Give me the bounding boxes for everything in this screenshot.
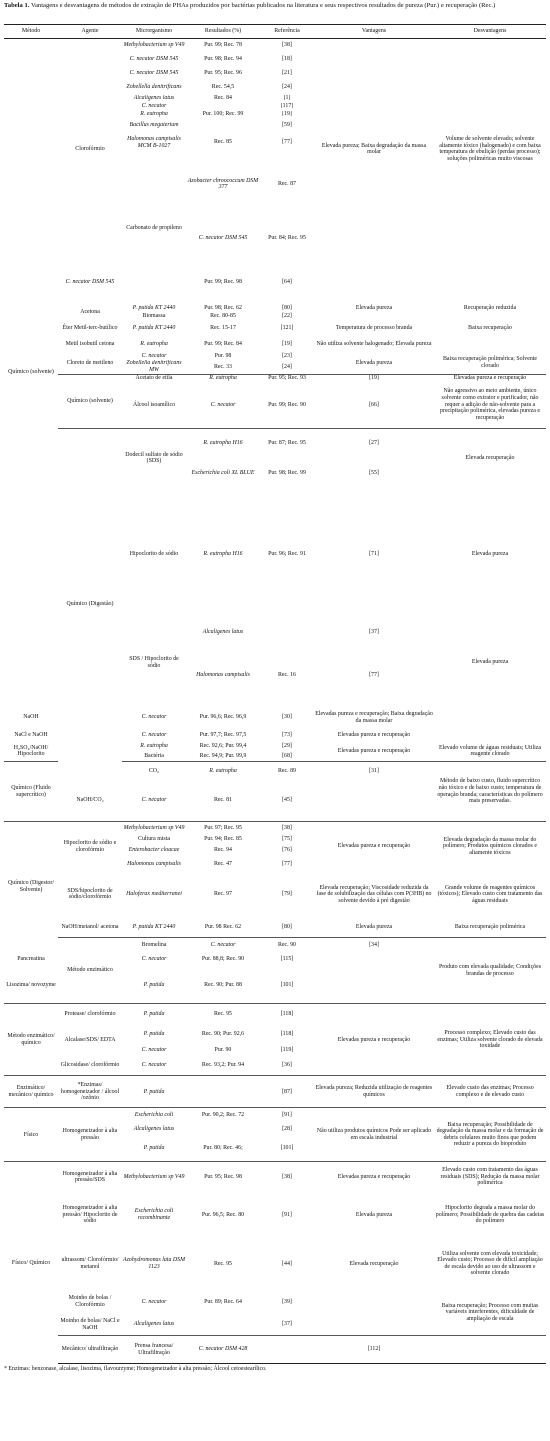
microorganism-cell: Halomonas campisalis [196,672,250,679]
table-row [4,1290,546,1314]
reference-cell: [91] [282,1211,292,1218]
results-cell [186,103,260,111]
agent-cell: *Enzimas/ homogeneizador / álcool /ozônio [58,1076,122,1108]
header-metodo: Método [4,25,58,39]
microorganism-cell: Enterobacter cloacae [128,847,180,854]
reference-cell: [37] [369,629,379,636]
microorganism-cell: Alcaligenes latus [133,1125,175,1132]
reference-cell: [64] [282,278,292,285]
results-cell: Rec. 47 [214,861,232,868]
results-cell: Rec. 95 [186,1004,260,1024]
results-cell: Rec. 80-85 [210,312,236,319]
results-cell: Rec. 54,5 [211,84,235,91]
results-cell: Pur. 100; Rec. 99 [202,111,244,118]
microorganism-cell: Methylobacterium sp V49 [122,821,186,835]
reference-cell: [118] [260,1004,314,1024]
footnote: * Enzimas: benzonase, alcalase, lisozima, flavourzyme; Homogeneizador à alta pressão; Álcool cetoestearílico. [4,1365,267,1372]
results-cell: Pur. 96,6; Rec. 96,9 [199,714,247,721]
advantages-cell: Elevada pureza [355,359,393,366]
agent-cell: Éter Metil-terc-butílico [62,324,118,331]
advantages-cell [434,1336,546,1363]
agent-cell: Lisozima/ novozyme [6,981,56,988]
table-row [4,1238,546,1290]
microorganism-cell: R. eutropha [140,111,168,118]
reference-cell: [38] [260,1162,314,1192]
results-cell: Pur. 98 [214,352,232,359]
header-referencia: Referência [260,25,314,39]
microorganism-cell: Zobellella denitrificans [126,84,182,91]
agent-cell: Protease/ clorofórmio [58,1004,122,1024]
microorganism-cell: Escherichia coli [122,1108,186,1122]
table-row [4,1076,546,1108]
table-row [4,352,546,360]
header-vantagens: Vantagens [314,25,434,39]
table-row [4,1004,546,1024]
reference-cell: [91] [260,1108,314,1122]
results-cell: Rec. 87 [278,180,296,187]
agent-cell: Hipoclorito de sódio [129,550,179,557]
table-row [4,1162,546,1192]
microorganism-cell: Alcaligenes latus [133,1321,175,1328]
reference-cell: [68] [282,753,292,760]
agent-cell: Álcool isoamílico [132,401,176,408]
disadvantages-cell: Baixa recuperação [468,324,512,331]
microorganism-cell: P. putida [143,1030,165,1037]
microorganism-cell: P. putida KT 2440 [132,324,176,331]
table-row [4,374,546,382]
results-cell: Pur. 95; Rec. 96 [204,70,242,77]
microorganism-cell: Azohydromonas lata DSM 1123 [123,1257,185,1270]
agent-cell: Homogeneizador à alta pressão/SDS [58,1162,122,1192]
reference-cell: [45] [282,796,292,803]
disadvantages-cell: Baixa recuperação polimérica; Solvente clorado [442,356,538,369]
method-cell: Mecânico/ ultrafiltração [58,1336,122,1363]
advantages-cell: Elevadas pureza e recuperação [337,748,411,755]
results-cell: Rec. 90; Pur. 88 [204,981,242,988]
agent-cell: SDS/hipoclorito de sódio/clorofórmio [67,887,113,901]
microorganism-cell: C. necator [141,1046,167,1053]
advantages-cell: Não utiliza solvente halogenado; Elevada pureza [316,340,432,347]
microorganism-cell: Alcaligenes latus [133,95,175,102]
results-cell [260,620,314,645]
agent-cell: Pancreatina [17,956,45,963]
microorganism-cell: P. putida [143,1145,165,1152]
advantages-cell: Não utiliza produtos químicos Pode ser aplicado em escala industrial [314,1108,434,1162]
microorganism-cell: C. necator [141,1062,167,1069]
reference-cell: [19] [282,340,292,347]
results-cell: Pur. 89; Rec. 64 [204,1298,242,1305]
disadvantages-cell: Recuperação reduzida [463,304,517,311]
results-cell: Rec. 94,9; Pur. 99,9 [199,753,247,760]
table-row [4,917,546,937]
disadvantages-cell: Baixa recuperação; Processo com muitas variáveis interferentes, dificuldade de ampliação de escala [441,1302,539,1322]
agent-cell: Alcalase/SDS/ EDTA [64,1036,116,1043]
reference-cell: [31] [314,762,434,780]
agent-cell: NaOH/metanol/ acetona [61,923,119,930]
microorganism-cell: C. necator DSM 545 [129,56,179,63]
disadvantages-cell [434,706,546,730]
method-cell: Enzimático/ mecânico/ químico [4,1076,58,1108]
reference-cell: [24] [282,363,292,370]
method-cell: Físico/ Químico [4,1162,58,1363]
microorganism-cell: P. putida KT 2440 [132,304,176,311]
disadvantages-cell [434,730,546,742]
advantages-cell: Elevada recuperação [349,1260,399,1267]
disadvantages-cell: Utiliza solvente com elevada toxicidade; Elevado custo; Processo de difícil ampliação de escala devido ao uso de ultrassom e solvente clorado [437,1250,543,1277]
method-cell: Físico [4,1108,58,1162]
results-cell: Rec. 93,2; Pur. 94 [201,1062,245,1069]
microorganism-cell: R. eutropha [140,340,168,347]
method-cell: Método enzimático [58,937,122,1003]
results-cell: Pur. 98 Rec. 62 [204,923,242,930]
results-cell: Rec. 15-17 [210,324,236,331]
header-row [4,25,546,39]
table-row [4,260,546,304]
agent-cell: NaOH/CO₂ [76,796,104,803]
agent-cell: Acetona [80,308,100,315]
results-cell: Rec. 89 [260,762,314,780]
results-cell: Rec. 84 [214,95,232,102]
pha-extraction-table [4,24,546,1364]
results-cell: Pur. 99; Rec. 90 [268,401,306,408]
method-cell: Químico (solvente) [58,374,122,428]
disadvantages-cell: Baixa recuperação polimérica [454,923,526,930]
reference-cell: [117] [280,103,294,110]
reference-cell: [121] [280,324,294,331]
caption-text: Vantagens e desvantagens de métodos de extração de PHAs produzidos por bactérias publicados na literatura e seus respectivos resultados de pureza (Pur.) e recuperação (Rec.) [30,2,496,9]
disadvantages-cell [434,336,546,352]
microorganism-cell: Escherichia coli recombinante [134,1208,174,1221]
reference-cell: [77] [282,861,292,868]
results-cell: Pur. 84; Rec. 95 [268,234,306,241]
reference-cell: [19] [314,374,434,382]
microorganism-cell: Alcaligenes latus [202,629,244,636]
microorganism-cell: R. eutropha H16 [203,550,243,557]
advantages-cell: Temperatura de processo branda [335,324,413,331]
results-cell: Pur. 96,5; Rec. 80 [201,1211,245,1218]
results-cell: Rec. 90; Pur. 92,6 [201,1030,245,1037]
disadvantages-cell [434,312,546,320]
results-cell [186,119,260,133]
results-cell: Pur. 94; Rec. 85 [204,836,242,843]
microorganism-cell: Zobellella denitrificans MW [126,360,182,373]
reference-cell: [77] [282,139,292,146]
reference-cell: [112] [314,1336,434,1363]
results-cell: Pur. 95; Rec. 98 [186,1162,260,1192]
microorganism-cell: C. necator [186,937,260,952]
agent-cell: Moinho de bolas/ NaCl e NaOH [60,1318,120,1331]
results-cell: Rec. 90 [260,937,314,952]
microorganism-cell: Halomonas campisalis MCM B-1027 [127,135,181,149]
results-cell: Rec. 92,6; Pur. 99,4 [199,743,247,750]
agent-cell: CO₂ [122,762,186,780]
microorganism-cell: P. putida [143,981,165,988]
advantages-cell: Elevada pureza; Baixa degradação da massa molar [314,39,434,260]
microorganism-cell: Cultura mista [138,836,170,843]
reference-cell: [27] [314,428,434,458]
microorganism-cell: C. necator [141,1298,167,1305]
agent-cell: Bromelina [122,937,186,952]
reference-cell: [37] [282,1321,292,1328]
reference-cell: [21] [282,70,292,77]
agent-cell: NaCl e NaOH [14,732,48,739]
reference-cell: [71] [369,550,379,557]
table-row [4,39,546,53]
table-row [4,1192,546,1238]
microorganism-cell: Haloferax mediterranei [126,891,182,898]
reference-cell: [101] [280,981,294,988]
reference-cell: [30] [282,714,292,721]
reference-cell: [22] [282,312,292,319]
results-cell: Pur. 99; Rec. 98 [204,278,242,285]
results-cell: Pur. 80; Rec. 46; [203,1145,243,1152]
reference-cell: [34] [314,937,434,952]
reference-cell: [39] [282,1298,292,1305]
microorganism-cell: C. necator [141,714,167,721]
reference-cell: [19] [282,111,292,118]
advantages-cell: Elevadas pureza e recuperação [314,821,434,871]
results-cell: Pur. 98; Rec. 99 [268,469,306,476]
advantages-cell: Elevadas pureza e recuperação; Baixa degradação da massa molar [315,711,433,724]
results-cell: Pur. 98; Rec. 62 [204,304,242,311]
advantages-cell: Elevada pureza [355,923,393,930]
agent-cell: Prensa francesa/ Ultrafiltração [122,1336,186,1363]
advantages-cell: Elevada pureza [355,1211,393,1218]
microorganism-cell: Bacillus megaterium [129,122,179,129]
page [4,0,546,1373]
advantages-cell: Produto com elevada qualidade; Condições brandas de processo [434,937,546,1003]
microorganism-cell: R. eutropha [186,762,260,780]
agent-cell: Metil isobutil cetona [65,340,115,347]
results-cell: Pur. 98; Rec. 94 [204,56,242,63]
reference-cell: [38] [260,39,314,53]
reference-cell: [18] [282,56,292,63]
microorganism-cell: P. putida KT 2440 [132,923,176,930]
results-cell [186,1314,260,1336]
microorganism-cell: C. necator DSM 545 [129,70,179,77]
disadvantages-cell: Baixa recuperação; Possibilidade de degradação da massa molar e da formação de debris celulares muito finos que podem reduzir a pureza do bioproduto [434,1108,546,1162]
reference-cell: [115] [280,956,294,963]
results-cell [186,1076,260,1108]
results-cell: Rec. 16 [278,672,296,679]
reference-cell: [24] [282,84,292,91]
reference-cell: [29] [282,743,292,750]
advantages-cell: Elevada pureza [471,659,509,666]
table-row [4,320,546,336]
caption-label: Tabela 1. [4,2,30,9]
advantages-cell: Elevada pureza [355,304,393,311]
results-cell [260,1336,314,1363]
reference-cell: [59] [282,122,292,129]
agent-cell: Hipoclorito de sódio e clorofórmio [58,821,122,871]
agent-cell: H₂SO₄/NaOH/ Hipoclorito [13,744,49,758]
results-cell: Pur. 88,8; Rec. 90 [201,956,245,963]
microorganism-cell: Bactéria [144,753,164,760]
reference-cell: [75] [282,836,292,843]
table-row [4,336,546,352]
microorganism-cell: Methylobacterium sp V49 [122,39,186,53]
agent-cell: Dodecil sulfato de sódio (SDS) [122,428,186,488]
agent-cell: Carbonato de propileno [126,225,182,232]
agent-cell: NaOH [23,714,39,721]
results-cell: Pur. 99; Rec. 84 [204,340,242,347]
table-row [4,428,546,458]
reference-cell: [1] [283,95,291,102]
table-row [4,937,546,952]
header-microrganismo: Microrganismo [122,25,186,39]
results-cell: Pur. 87; Rec. 95 [260,428,314,458]
microorganism-cell: Azobacter chroococcum DSM 377 [187,177,259,191]
results-cell: Pur. 99; Rec. 78 [186,39,260,53]
advantages-cell: Método de baixo custo, fluido supercrítico não tóxico e de baixo custo; temperatura de operação branda; características do polímero mais preservadas. [434,762,546,822]
reference-cell: [44] [282,1260,292,1267]
table-row [4,871,546,917]
table-row [4,1108,546,1122]
table-row [4,304,546,312]
agent-cell: ultrassom/ Clorofórmio/ metanol [61,1257,119,1270]
microorganism-cell: R. eutropha H16 [186,428,260,458]
reference-cell: [66] [369,401,379,408]
microorganism-cell: P. putida [122,1076,186,1108]
agent-cell: Homogeneizador à alta pressão/ Hipoclorito de sódio [62,1204,118,1225]
microorganism-cell: Methylobacterium sp V49 [122,1162,186,1192]
results-cell [186,1122,260,1136]
microorganism-cell: C. necator [141,796,167,803]
microorganism-cell: Halomonas campisalis [127,861,181,868]
results-cell: Rec. 94 [214,847,232,854]
advantages-cell: Não agressivo ao meio ambiente, único solvente como extrator e purificador, não requer a adição de não-solvente para a precipitação polimérica, elevadas pureza e recuperação [440,388,540,421]
method-cell: Químico (solvente) [4,39,58,706]
microorganism-cell: R. eutropha [186,374,260,382]
results-cell: Pur. 97,7; Rec. 97,5 [199,732,247,739]
reference-cell: [101] [280,1145,294,1152]
agent-cell: Clorofórmio [58,39,122,260]
table-row [4,821,546,835]
results-cell: Pur. 97; Rec. 95 [186,821,260,835]
reference-cell: [36] [282,1062,292,1069]
header-desvantagens: Desvantagens [434,25,546,39]
advantages-cell: Elevada pureza [471,550,509,557]
disadvantages-cell: Elevado custo com tratamento das águas residuais (SDS); Redução da massa molar polimérica [434,1162,546,1192]
results-cell: Rec. 97 [214,891,232,898]
advantages-cell: Elevadas pureza e recuperação [434,374,546,382]
disadvantages-cell: Volume de solvente elevado; solvente altamente tóxico (halogenado) e com baixa temperatura de ebulição (perdas processo); soluções poliméricas muito viscosas [434,39,546,260]
microorganism-cell: C. necator [141,956,167,963]
agent-cell: Moinho de bolas / Clorofórmio [68,1295,112,1308]
advantages-cell: Elevadas pureza e recuperação [314,1162,434,1192]
results-cell: Rec. 85 [214,139,232,146]
disadvantages-cell: Processo complexo; Elevado custo das enzimas; Utiliza solvente clorado de elevada toxidade [434,1004,546,1076]
microorganism-cell: C. necator [141,103,167,110]
advantages-cell: Elevada pureza; Reduzida utilização de reagentes químicos [314,1076,434,1108]
method-cell: Químico (Digestor/ Solvente) [4,821,58,952]
microorganism-cell: R. eutropha [140,743,168,750]
method-cell: Químico (Digestão) [58,428,122,779]
table-body [4,39,546,1364]
microorganism-cell: C. necator DSM 545 [198,234,248,241]
reference-cell: [119] [280,1046,294,1053]
disadvantages-cell: Hipoclorito degrada a massa molar do polímero; Possibilidade de quebra das cadeias do polímero [435,1204,545,1225]
reference-cell: [87] [260,1076,314,1108]
results-cell: Pur. 96; Rec. 91 [268,550,306,557]
disadvantages-cell: Grande volume de reagentes químicos (tóxicos); Elevado custo com tratamento das águas residuais [437,884,543,904]
advantages-cell: Elevada recuperação; Viscosidade reduzida da fase de solubilização das células com P(3HB) no solvente devido à pré digestão [316,884,432,904]
reference-cell: [23] [282,352,292,359]
reference-cell: [73] [282,732,292,739]
agent-cell: SDS / Hipoclorito de sódio [129,656,179,669]
agent-cell: Glicosidase/ clorofórmio [60,1062,120,1069]
reference-cell: [80] [282,304,292,311]
reference-cell: [38] [260,821,314,835]
reference-cell: [76] [282,847,292,854]
microorganism-cell: Escherichia coli XL BLUE [191,469,255,476]
method-cell: Químico (Fluido supercrítico) [4,762,58,822]
agent-cell: Cloreto de metileno [66,359,114,366]
results-cell: Pur. 90,2; Rec. 72 [186,1108,260,1122]
microorganism-cell: C. necator DSM 428 [186,1336,260,1363]
microorganism-cell: C. necator DSM 545 [65,278,115,285]
advantages-cell [314,312,434,320]
reference-cell: [55] [369,469,379,476]
disadvantages-cell: Elevado volume de águas residuais; Utiliza reagente clorado [439,744,541,758]
reference-cell: [77] [369,672,379,679]
table-caption [4,0,546,24]
results-cell: Rec. 95 [214,1260,232,1267]
advantages-cell: Elevadas pureza e recuperação [314,1004,434,1076]
reference-cell: [80] [282,923,292,930]
microorganism-cell: C. necator [210,401,236,408]
microorganism-cell: Biomassa [142,312,166,319]
table-row [4,1336,546,1363]
results-cell: Rec. 81 [214,796,232,803]
microorganism-cell: P. putida [122,1004,186,1024]
results-cell: Pur. 90 [214,1046,232,1053]
agent-cell: Homogeneizador à alta pressão [58,1108,122,1162]
disadvantages-cell: Elevado custo das enzimas; Processo complexo e de elevado custo [434,1076,546,1108]
header-resultados: Resultados (%) [186,25,260,39]
reference-cell: [28] [282,1125,292,1132]
agent-cell: Acetato de etila [122,374,186,382]
advantages-cell [314,1290,434,1336]
advantages-cell: Elevada recuperação [434,428,546,488]
method-cell: Método enzimático/ químico [4,1004,58,1076]
reference-cell: [118] [280,1030,294,1037]
advantages-cell: Elevadas pureza e recuperação [337,732,411,739]
header-agente: Agente [58,25,122,39]
reference-cell: [79] [282,891,292,898]
microorganism-cell: C. necator [141,352,167,359]
microorganism-cell: C. necator [141,732,167,739]
disadvantages-cell: Elevada degradação da massa molar do polímero; Produtos químicos clorados e altamente tóxicos [434,821,546,871]
results-cell: Rec. 33 [214,363,232,370]
results-cell: Pur. 95; Rec. 93 [260,374,314,382]
